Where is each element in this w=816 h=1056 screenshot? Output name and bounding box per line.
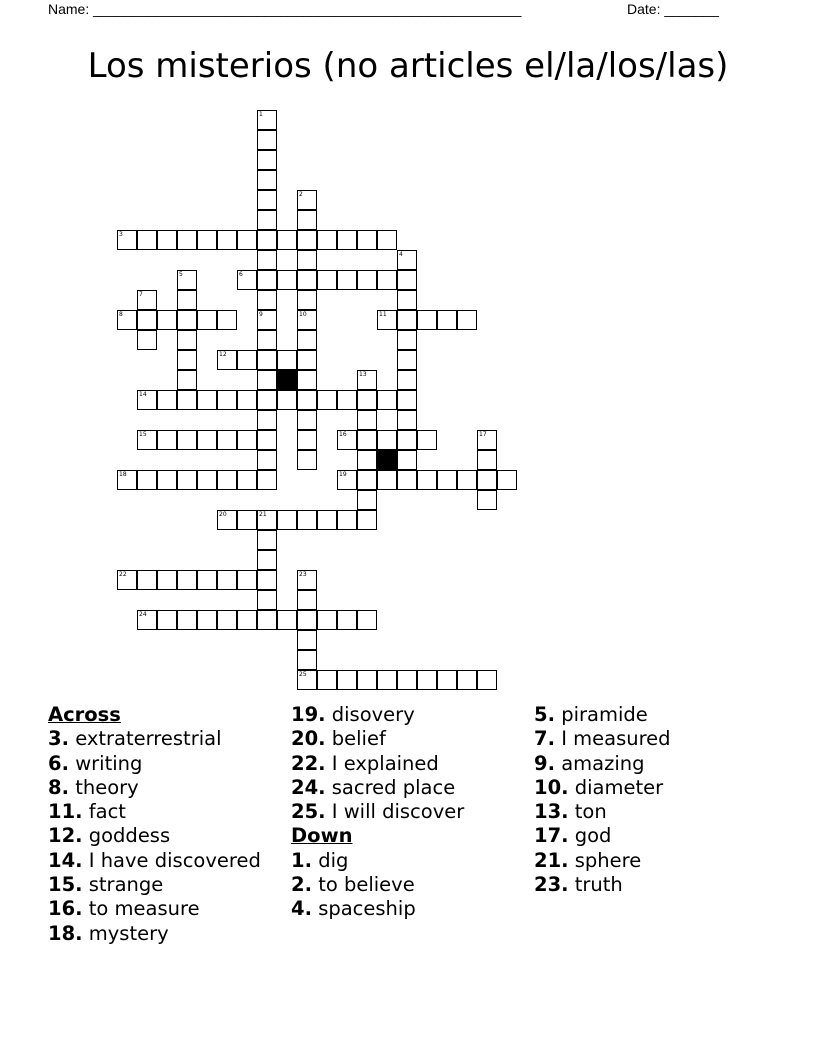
grid-cell[interactable] <box>157 570 177 590</box>
clue-across-15: 15. strange <box>48 873 164 897</box>
grid-cell[interactable] <box>137 470 157 490</box>
grid-cell[interactable] <box>257 310 277 330</box>
grid-cell[interactable] <box>377 470 397 490</box>
grid-cell[interactable] <box>297 510 317 530</box>
clue-down-9: 9. amazing <box>534 751 645 775</box>
clue-across-8: 8. theory <box>48 775 139 799</box>
grid-cell[interactable] <box>137 430 157 450</box>
grid-cell[interactable] <box>297 650 317 670</box>
grid-cell[interactable] <box>397 370 417 390</box>
grid-cell[interactable] <box>297 630 317 650</box>
grid-cell[interactable] <box>297 250 317 270</box>
grid-cell[interactable] <box>297 210 317 230</box>
clue-column-3 <box>534 703 671 897</box>
grid-cell[interactable] <box>317 230 337 250</box>
clue-number: 9 <box>259 311 263 318</box>
grid-cell[interactable] <box>297 570 317 590</box>
date-field-label: Date: _______ <box>627 1 719 17</box>
grid-cell[interactable] <box>257 410 277 430</box>
grid-cell[interactable] <box>417 310 437 330</box>
grid-cell[interactable] <box>257 250 277 270</box>
name-field-label: Name: _______________________________________________________ <box>48 1 522 17</box>
grid-cell[interactable] <box>397 430 417 450</box>
grid-cell[interactable] <box>177 570 197 590</box>
grid-cell[interactable] <box>297 330 317 350</box>
grid-cell[interactable] <box>377 430 397 450</box>
grid-cell[interactable] <box>477 470 497 490</box>
grid-cell[interactable] <box>277 230 297 250</box>
grid-cell[interactable] <box>337 390 357 410</box>
grid-cell[interactable] <box>137 290 157 310</box>
clue-number: 6 <box>239 271 243 278</box>
grid-cell[interactable] <box>277 510 297 530</box>
grid-cell[interactable] <box>297 450 317 470</box>
grid-cell[interactable] <box>257 230 277 250</box>
grid-cell[interactable] <box>497 470 517 490</box>
grid-cell[interactable] <box>217 390 237 410</box>
grid-cell[interactable] <box>297 430 317 450</box>
clue-across-25: 25. I will discover <box>291 800 465 824</box>
grid-cell[interactable] <box>157 610 177 630</box>
grid-cell[interactable] <box>397 270 417 290</box>
grid-cell[interactable] <box>317 270 337 290</box>
grid-cell[interactable] <box>197 310 217 330</box>
grid-cell[interactable] <box>257 570 277 590</box>
grid-cell[interactable] <box>357 230 377 250</box>
grid-cell[interactable] <box>217 510 237 530</box>
grid-cell[interactable] <box>257 190 277 210</box>
grid-cell[interactable] <box>237 390 257 410</box>
grid-cell[interactable] <box>157 390 177 410</box>
grid-cell[interactable] <box>237 510 257 530</box>
grid-cell[interactable] <box>257 430 277 450</box>
clue-down-10: 10. diameter <box>534 775 664 799</box>
clue-across-19: 19. disovery <box>291 703 415 726</box>
grid-cell[interactable] <box>157 430 177 450</box>
grid-block <box>377 450 397 470</box>
grid-cell[interactable] <box>337 430 357 450</box>
grid-cell[interactable] <box>397 330 417 350</box>
grid-cell[interactable] <box>257 590 277 610</box>
grid-cell[interactable] <box>177 430 197 450</box>
grid-cell[interactable] <box>437 310 457 330</box>
clue-number: 15 <box>139 431 147 438</box>
grid-cell[interactable] <box>397 470 417 490</box>
grid-cell[interactable] <box>357 670 377 690</box>
grid-cell[interactable] <box>217 430 237 450</box>
grid-cell[interactable] <box>417 430 437 450</box>
clue-down-1: 1. dig <box>291 848 349 872</box>
clue-across-22: 22. I explained <box>291 751 439 775</box>
grid-cell[interactable] <box>257 350 277 370</box>
grid-cell[interactable] <box>217 470 237 490</box>
clue-down-5: 5. piramide <box>534 703 648 726</box>
grid-cell[interactable] <box>297 310 317 330</box>
grid-cell[interactable] <box>157 310 177 330</box>
grid-cell[interactable] <box>317 610 337 630</box>
clue-across-24: 24. sacred place <box>291 775 456 799</box>
grid-cell[interactable] <box>457 310 477 330</box>
grid-cell[interactable] <box>397 450 417 470</box>
grid-cell[interactable] <box>297 410 317 430</box>
clue-number: 14 <box>139 391 147 398</box>
grid-cell[interactable] <box>337 270 357 290</box>
clue-number: 18 <box>119 471 127 478</box>
clue-number: 23 <box>299 571 307 578</box>
clue-number: 7 <box>139 291 143 298</box>
grid-cell[interactable] <box>457 470 477 490</box>
grid-cell[interactable] <box>177 270 197 290</box>
clue-number: 1 <box>259 111 263 118</box>
grid-cell[interactable] <box>477 450 497 470</box>
grid-cell[interactable] <box>257 110 277 130</box>
clue-across-18: 18. mystery <box>48 921 169 945</box>
clue-across-20: 20. belief <box>291 727 386 751</box>
page-title: Los misterios (no articles el/la/los/las) <box>87 46 729 86</box>
grid-cell[interactable] <box>197 230 217 250</box>
grid-cell[interactable] <box>197 610 217 630</box>
grid-cell[interactable] <box>477 490 497 510</box>
grid-cell[interactable] <box>297 230 317 250</box>
grid-cell[interactable] <box>217 310 237 330</box>
grid-cell[interactable] <box>357 510 377 530</box>
grid-cell[interactable] <box>397 250 417 270</box>
grid-cell[interactable] <box>257 390 277 410</box>
grid-cell[interactable] <box>357 450 377 470</box>
grid-cell[interactable] <box>237 470 257 490</box>
grid-cell[interactable] <box>317 390 337 410</box>
clue-across-16: 16. to measure <box>48 897 200 921</box>
grid-cell[interactable] <box>257 170 277 190</box>
grid-cell[interactable] <box>437 470 457 490</box>
grid-cell[interactable] <box>177 310 197 330</box>
grid-cell[interactable] <box>257 330 277 350</box>
grid-cell[interactable] <box>197 470 217 490</box>
grid-cell[interactable] <box>297 350 317 370</box>
grid-cell[interactable] <box>277 390 297 410</box>
grid-cell[interactable] <box>437 670 457 690</box>
clue-number: 10 <box>299 311 307 318</box>
clue-number: 22 <box>119 571 127 578</box>
grid-block <box>277 370 297 390</box>
clue-number: 8 <box>119 311 123 318</box>
clue-down-7: 7. I measured <box>534 727 671 751</box>
grid-cell[interactable] <box>317 670 337 690</box>
grid-cell[interactable] <box>157 470 177 490</box>
down-heading: Down <box>291 824 353 848</box>
clue-column-2 <box>291 703 464 922</box>
grid-cell[interactable] <box>357 490 377 510</box>
grid-cell[interactable] <box>377 230 397 250</box>
grid-cell[interactable] <box>197 430 217 450</box>
grid-cell[interactable] <box>297 670 317 690</box>
grid-cell[interactable] <box>177 350 197 370</box>
grid-cell[interactable] <box>397 310 417 330</box>
grid-cell[interactable] <box>257 510 277 530</box>
grid-cell[interactable] <box>337 510 357 530</box>
clue-number: 13 <box>359 371 367 378</box>
clue-number: 2 <box>299 191 303 198</box>
clue-number: 25 <box>299 671 307 678</box>
across-heading: Across <box>48 703 121 726</box>
grid-cell[interactable] <box>357 370 377 390</box>
grid-cell[interactable] <box>177 470 197 490</box>
grid-cell[interactable] <box>337 470 357 490</box>
grid-cell[interactable] <box>297 390 317 410</box>
grid-cell[interactable] <box>297 190 317 210</box>
grid-cell[interactable] <box>137 610 157 630</box>
grid-cell[interactable] <box>217 610 237 630</box>
clue-down-17: 17. god <box>534 824 612 848</box>
clue-number: 21 <box>259 511 267 518</box>
clue-down-21: 21. sphere <box>534 848 642 872</box>
grid-cell[interactable] <box>317 510 337 530</box>
grid-cell[interactable] <box>377 670 397 690</box>
grid-cell[interactable] <box>297 610 317 630</box>
grid-cell[interactable] <box>377 310 397 330</box>
grid-cell[interactable] <box>277 350 297 370</box>
grid-cell[interactable] <box>297 290 317 310</box>
grid-cell[interactable] <box>257 130 277 150</box>
grid-cell[interactable] <box>177 290 197 310</box>
grid-cell[interactable] <box>297 370 317 390</box>
grid-cell[interactable] <box>217 350 237 370</box>
grid-cell[interactable] <box>397 670 417 690</box>
grid-cell[interactable] <box>377 270 397 290</box>
grid-cell[interactable] <box>237 350 257 370</box>
grid-cell[interactable] <box>257 290 277 310</box>
grid-cell[interactable] <box>297 270 317 290</box>
grid-cell[interactable] <box>177 330 197 350</box>
grid-cell[interactable] <box>237 270 257 290</box>
grid-cell[interactable] <box>397 350 417 370</box>
grid-cell[interactable] <box>257 550 277 570</box>
grid-cell[interactable] <box>197 390 217 410</box>
clue-number: 3 <box>119 231 123 238</box>
grid-cell[interactable] <box>177 230 197 250</box>
grid-cell[interactable] <box>357 430 377 450</box>
grid-cell[interactable] <box>357 410 377 430</box>
grid-cell[interactable] <box>257 530 277 550</box>
grid-cell[interactable] <box>397 390 417 410</box>
grid-cell[interactable] <box>357 610 377 630</box>
grid-cell[interactable] <box>257 370 277 390</box>
clue-across-3: 3. extraterrestrial <box>48 727 222 751</box>
grid-cell[interactable] <box>257 470 277 490</box>
grid-cell[interactable] <box>277 270 297 290</box>
grid-cell[interactable] <box>237 230 257 250</box>
grid-cell[interactable] <box>157 230 177 250</box>
grid-cell[interactable] <box>477 670 497 690</box>
clue-number: 5 <box>179 271 183 278</box>
grid-cell[interactable] <box>177 370 197 390</box>
grid-cell[interactable] <box>477 430 497 450</box>
grid-cell[interactable] <box>257 150 277 170</box>
grid-cell[interactable] <box>137 390 157 410</box>
grid-cell[interactable] <box>237 570 257 590</box>
grid-cell[interactable] <box>117 230 137 250</box>
grid-cell[interactable] <box>177 610 197 630</box>
grid-cell[interactable] <box>357 470 377 490</box>
grid-cell[interactable] <box>237 610 257 630</box>
clue-number: 19 <box>339 471 347 478</box>
grid-cell[interactable] <box>237 430 257 450</box>
grid-cell[interactable] <box>397 290 417 310</box>
grid-cell[interactable] <box>397 410 417 430</box>
grid-cell[interactable] <box>117 310 137 330</box>
clue-number: 16 <box>339 431 347 438</box>
grid-cell[interactable] <box>217 570 237 590</box>
grid-cell[interactable] <box>117 570 137 590</box>
grid-cell[interactable] <box>137 230 157 250</box>
clue-down-23: 23. truth <box>534 873 623 897</box>
clue-column-1 <box>48 703 261 946</box>
grid-cell[interactable] <box>217 230 237 250</box>
grid-cell[interactable] <box>257 610 277 630</box>
clue-across-11: 11. fact <box>48 800 126 824</box>
clue-number: 12 <box>219 351 227 358</box>
grid-cell[interactable] <box>277 610 297 630</box>
grid-cell[interactable] <box>177 390 197 410</box>
clue-down-4: 4. spaceship <box>291 897 416 921</box>
grid-cell[interactable] <box>357 270 377 290</box>
grid-cell[interactable] <box>417 670 437 690</box>
grid-cell[interactable] <box>257 450 277 470</box>
grid-cell[interactable] <box>137 330 157 350</box>
clue-number: 20 <box>219 511 227 518</box>
clue-across-6: 6. writing <box>48 751 143 775</box>
clue-number: 24 <box>139 611 147 618</box>
grid-cell[interactable] <box>257 210 277 230</box>
grid-cell[interactable] <box>337 610 357 630</box>
clue-number: 4 <box>399 251 403 258</box>
grid-cell[interactable] <box>297 590 317 610</box>
grid-cell[interactable] <box>257 270 277 290</box>
grid-cell[interactable] <box>337 670 357 690</box>
grid-cell[interactable] <box>137 310 157 330</box>
grid-cell[interactable] <box>117 470 137 490</box>
grid-cell[interactable] <box>197 570 217 590</box>
grid-cell[interactable] <box>417 470 437 490</box>
grid-cell[interactable] <box>137 570 157 590</box>
clue-number: 17 <box>479 431 487 438</box>
grid-cell[interactable] <box>337 230 357 250</box>
clue-down-2: 2. to believe <box>291 873 415 897</box>
clue-number: 11 <box>379 311 387 318</box>
grid-cell[interactable] <box>457 670 477 690</box>
clue-across-12: 12. goddess <box>48 824 171 848</box>
grid-cell[interactable] <box>357 390 377 410</box>
clue-across-14: 14. I have discovered <box>48 848 261 872</box>
grid-cell[interactable] <box>377 390 397 410</box>
clue-down-13: 13. ton <box>534 800 607 824</box>
